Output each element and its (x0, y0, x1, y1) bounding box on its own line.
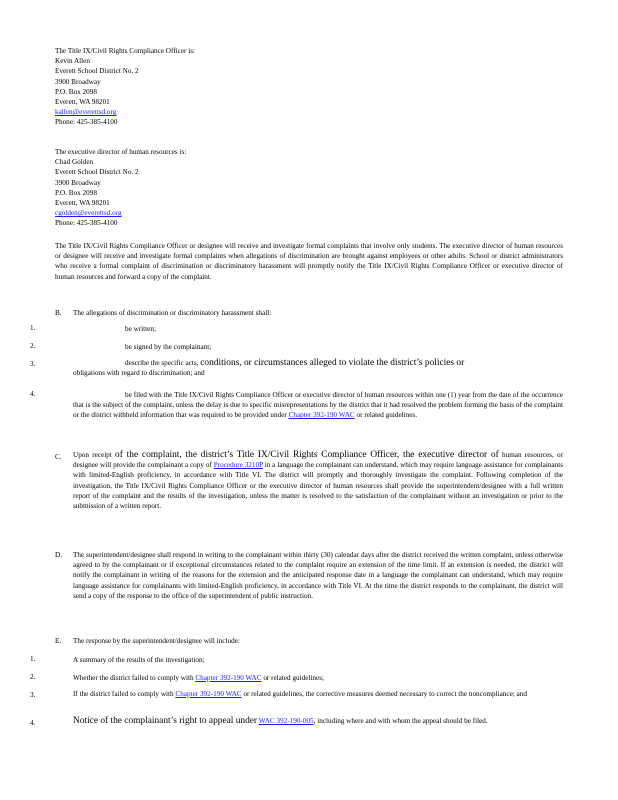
section-b-text: The allegations of discrimination or discriminatory harassment shall: (73, 309, 272, 317)
wac-chapter-link[interactable]: Chapter 392-190 WAC (175, 690, 242, 698)
section-e-text: The response by the superintendent/designee will include: (73, 637, 240, 645)
contact-pobox: P.O. Box 2098 (55, 188, 97, 197)
item-tail: or related guidelines; (263, 674, 324, 682)
item-emphasis: Notice of the complainant’s right to appeal under (73, 716, 258, 726)
item-text: If the district failed to comply with (73, 690, 174, 698)
section-c-lead: Upon receipt (73, 451, 116, 459)
contact-org: Everett School District No. 2 (55, 67, 139, 76)
section-e-item-2 (73, 673, 324, 683)
item-text: describe the specific acts, (125, 359, 201, 367)
contact-email-link[interactable]: cgolden@everettsd.org (55, 209, 122, 218)
section-e-item-number: 2. (30, 673, 36, 681)
contact-city: Everett, WA 98201 (55, 199, 110, 208)
section-b-item-number: 2. (30, 342, 36, 350)
contact-heading: The Title IX/Civil Rights Compliance Officer is: (55, 47, 196, 55)
contact-phone: Phone: 425-385-4100 (55, 219, 118, 228)
item-text-continued: obligations with regard to discrimination; and (73, 369, 205, 378)
contact-email-link[interactable]: kallen@everettsd.org (55, 108, 117, 117)
section-b-letter: B. (55, 309, 62, 317)
intro-paragraph: The Title IX/Civil Rights Compliance Officer or designee will receive and investigate formal complaints that involve only students. The executive director of human resources or designee will receive and investigate formal complaints when allegations of discrimination are brought against employees or other adults. School or district administrators who receive a formal complaint of discrimination or discriminatory harassment will promptly notify the Title IX/Civil Rights Compliance Officer or executive director of human resources and forward a copy of the complaint. (55, 242, 563, 281)
section-b-item-number: 4. (30, 390, 36, 398)
item-tail: or related guidelines. (356, 411, 418, 420)
item-tail: or related guidelines, the corrective measures deemed necessary to correct the noncompliance; and (243, 690, 527, 698)
contact-city: Everett, WA 98201 (55, 98, 110, 107)
procedure-3210p-link[interactable]: Procedure 3210P (213, 461, 263, 470)
section-b-item-number: 3. (30, 360, 36, 368)
section-b-item-4 (73, 390, 563, 421)
section-b-item-number: 1. (30, 324, 36, 332)
contact-phone: Phone: 425-385-4100 (55, 118, 118, 127)
contact-name: Chad Golden (55, 158, 94, 167)
section-b-item-2: be signed by the complainant; (125, 343, 212, 351)
section-c-emphasis: of the complaint, the district’s Title IX/Civil Rights Compliance Officer, the executive director of (115, 450, 499, 460)
section-e-item-1: A summary of the results of the investigation; (73, 656, 205, 664)
section-c-text (73, 450, 563, 511)
section-c-body-continued: in a language the complainant can understand, which may require language assistance for complainants with limited-English proficiency, in accordance with Title VI. The district will promptly and thoroughly investigate the complaint. Following completion of the investigation, the Title IX/Civil Rights Compliance Officer or the executive director of human resources shall provide the superintendent/designee with a full written report of the complaint and the results of the investigation, unless the matter is resolved to the satisfaction of the complainant without an investigation or prior to the submission of a written report. (73, 461, 564, 511)
section-d-letter: D. (55, 551, 62, 559)
wac-chapter-link[interactable]: Chapter 392-190 WAC (195, 674, 262, 682)
contact-block-hr-director (55, 147, 575, 229)
section-b-item-1: be written; (125, 325, 156, 333)
section-e-item-4 (73, 716, 563, 726)
section-c-body: human resources, or designee will provide the complainant a copy of (73, 451, 563, 470)
wac-chapter-link[interactable]: Chapter 392-190 WAC (288, 411, 355, 420)
section-e-item-number: 3. (30, 691, 36, 699)
item-tail: , including where and with whom the appeal should be filed. (313, 717, 488, 725)
section-c-letter: C. (55, 453, 62, 461)
contact-street: 3900 Broadway (55, 178, 101, 187)
item-text: be filed with the Title IX/Civil Rights Compliance Officer or executive director of human resources within one (1) year from the date of the occurrence that is the subject of the complaint, unless the delay is due to specific misrepresentations by the district that it had resolved the problem forming the basis of the complaint or the district withheld information that was required to be provided under (73, 391, 563, 420)
contact-name: Kevin Allen (55, 57, 90, 66)
section-d-text: The superintendent/designee shall respond in writing to the complainant within thirty (30) calendar days after the district received the written complaint, unless otherwise agreed to by the complainant or if exceptional circumstances related to the complaint require an extension of the time limit. If an extension is needed, the district will notify the complainant in writing of the reasons for the extension and the anticipated response date in a language the complainant can understand, which may require language assistance for complainants with limited-English proficiency, in accordance with Title VI. At the time the district responds to the complainant, the district will send a copy of the response to the office of the superintendent of public instruction. (73, 551, 563, 600)
section-e-item-number: 1. (30, 655, 36, 663)
item-text: Whether the district failed to comply with (73, 674, 194, 682)
wac-392-190-005-link[interactable]: WAC 392-190-005 (258, 717, 314, 725)
section-e-letter: E. (55, 637, 62, 645)
section-e-item-number: 4. (30, 719, 36, 727)
contact-street: 3900 Broadway (55, 77, 101, 86)
contact-pobox: P.O. Box 2098 (55, 87, 97, 96)
item-emphasis: conditions, or circumstances alleged to violate the district’s policies or (200, 358, 465, 368)
contact-heading: The executive director of human resources is: (55, 148, 187, 156)
contact-block-compliance-officer (55, 46, 575, 128)
section-e-item-3 (73, 689, 563, 699)
section-b-item-3 (73, 358, 563, 378)
contact-org: Everett School District No. 2 (55, 168, 139, 177)
